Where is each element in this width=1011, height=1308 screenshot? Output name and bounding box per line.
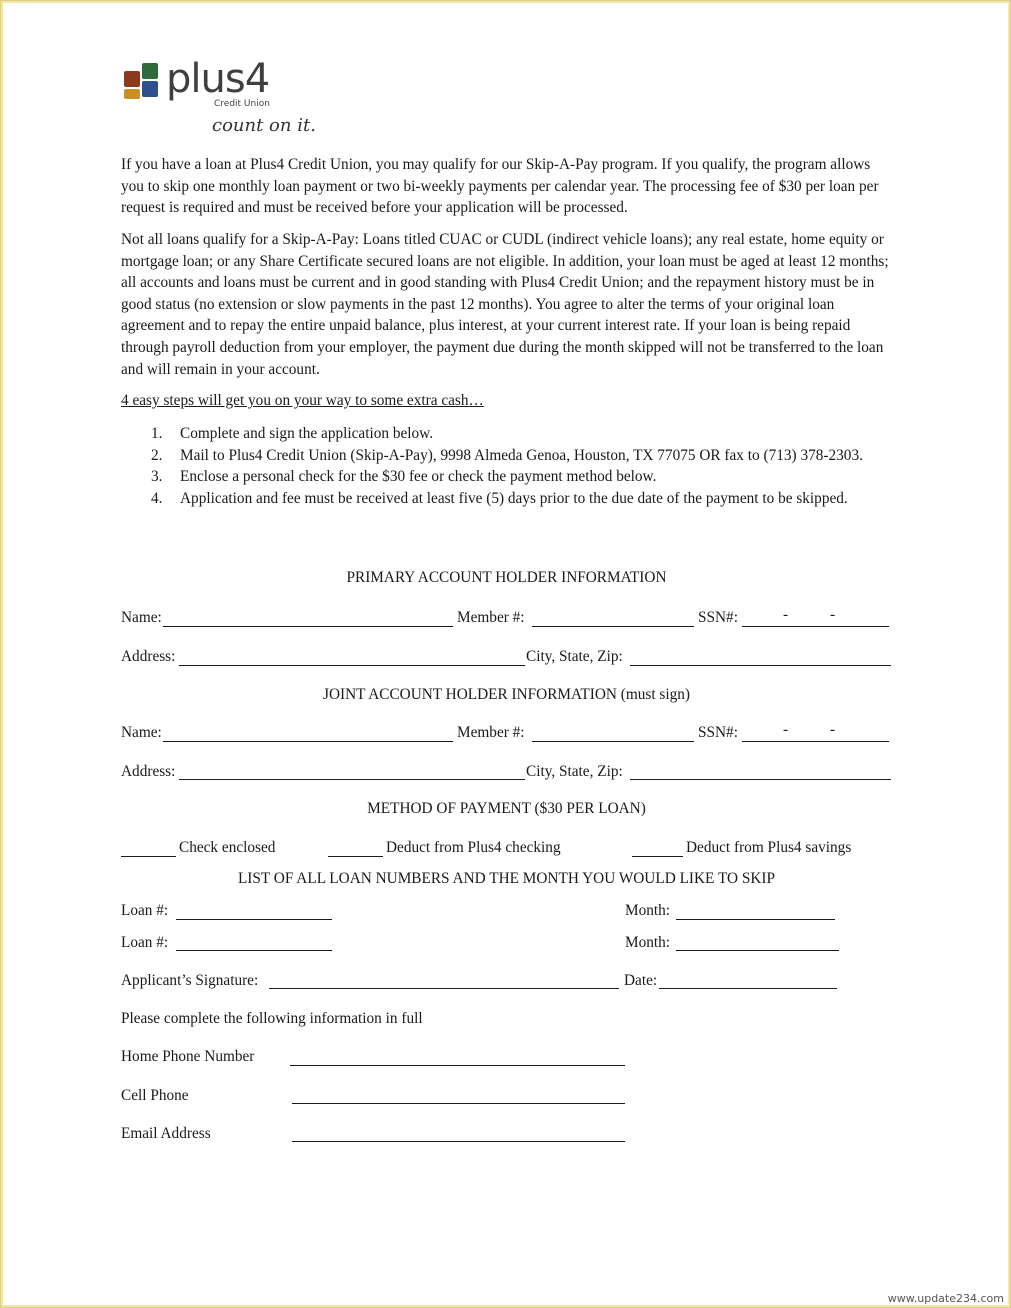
joint-ssn-label: SSN#: bbox=[698, 724, 738, 741]
cell-phone-label: Cell Phone bbox=[121, 1087, 189, 1104]
primary-name-field[interactable] bbox=[163, 626, 453, 627]
email-field[interactable] bbox=[292, 1141, 625, 1142]
joint-name-label: Name: bbox=[121, 724, 162, 741]
logo-subtitle: Credit Union bbox=[214, 99, 270, 109]
step-item: 3. Enclose a personal check for the $30 fee or check the payment method below. bbox=[151, 468, 657, 486]
primary-member-field[interactable] bbox=[532, 626, 694, 627]
signature-label: Applicant’s Signature: bbox=[121, 972, 259, 989]
primary-ssn-dash: - bbox=[830, 606, 836, 623]
intro-paragraph-1: If you have a loan at Plus4 Credit Union, you may qualify for our Skip-A-Pay program. If you qualify, the program allows you to skip one monthly loan payment or two bi-weekly payments per calendar year. The processing fee of $30 per loan per request is required and must be received before your application will be processed. bbox=[121, 156, 879, 217]
joint-section-title: JOINT ACCOUNT HOLDER INFORMATION (must sign) bbox=[323, 686, 690, 703]
steps-list bbox=[151, 423, 891, 509]
step-item: 1. Complete and sign the application below. bbox=[151, 425, 434, 442]
joint-address-label: Address: bbox=[121, 763, 176, 780]
primary-address-label: Address: bbox=[121, 648, 176, 665]
step-item: 4. Application and fee must be received at least five (5) days prior to the due date of the payment to be skipped. bbox=[151, 489, 848, 507]
primary-member-label: Member #: bbox=[457, 609, 525, 626]
deduct-savings-label: Deduct from Plus4 savings bbox=[686, 839, 852, 856]
logo-wordmark: plus4 bbox=[166, 56, 270, 102]
joint-ssn-dash: - bbox=[783, 721, 789, 738]
loans-section-title: LIST OF ALL LOAN NUMBERS AND THE MONTH YOU WOULD LIKE TO SKIP bbox=[237, 870, 776, 887]
primary-name-label: Name: bbox=[121, 609, 162, 626]
home-phone-field[interactable] bbox=[290, 1065, 625, 1066]
joint-ssn-dash: - bbox=[830, 721, 836, 738]
primary-address-field[interactable] bbox=[179, 665, 525, 666]
primary-ssn-label: SSN#: bbox=[698, 609, 738, 626]
cell-phone-field[interactable] bbox=[292, 1103, 625, 1104]
loan-number-label: Loan #: bbox=[121, 902, 169, 919]
deduct-savings-blank[interactable] bbox=[632, 856, 683, 857]
loan-month-label: Month: bbox=[625, 934, 671, 951]
check-enclosed-blank[interactable] bbox=[121, 856, 176, 857]
plus4-logo bbox=[124, 56, 324, 141]
home-phone-label: Home Phone Number bbox=[121, 1048, 255, 1065]
check-enclosed-label: Check enclosed bbox=[179, 839, 276, 856]
date-field[interactable] bbox=[659, 988, 837, 989]
step-item: 2. Mail to Plus4 Credit Union (Skip-A-Pay), 9998 Almeda Genoa, Houston, TX 77075 OR fax to (713) 378-2303. bbox=[151, 446, 863, 464]
site-watermark: www.update234.com bbox=[887, 1292, 1004, 1305]
email-label: Email Address bbox=[121, 1125, 211, 1142]
deduct-checking-label: Deduct from Plus4 checking bbox=[386, 839, 561, 856]
primary-csz-field[interactable] bbox=[630, 665, 891, 666]
joint-ssn-field[interactable] bbox=[742, 741, 889, 742]
joint-name-field[interactable] bbox=[163, 741, 453, 742]
primary-ssn-field[interactable] bbox=[742, 626, 889, 627]
contact-intro: Please complete the following information in full bbox=[121, 1010, 423, 1027]
payment-section-title: METHOD OF PAYMENT ($30 PER LOAN) bbox=[367, 800, 646, 817]
steps-heading: 4 easy steps will get you on your way to some extra cash… bbox=[121, 392, 484, 409]
loan-number-field-1[interactable] bbox=[176, 919, 332, 920]
logo-mark-icon bbox=[124, 63, 160, 99]
loan-month-label: Month: bbox=[625, 902, 671, 919]
intro-paragraph-2: Not all loans qualify for a Skip-A-Pay: Loans titled CUAC or CUDL (indirect vehicle loans); any real estate, home equity or mortgage loan; or any Share Certificate secured loans are not eligible. In addition, your loan must be aged at least 12 months; all accounts and loans must be current and in good standing with Plus4 Credit Union; and the repayment history must be in good status (no extension or slow payments in the past 12 months). You agree to alter the terms of your original loan agreement and to repay the entire unpaid balance, plus interest, at your current interest rate. If your loan is being repaid through payroll deduction from your employer, the payment due during the month skipped will not be transferred to the loan and will remain in your account. bbox=[121, 231, 889, 378]
date-label: Date: bbox=[624, 972, 658, 989]
primary-section-title: PRIMARY ACCOUNT HOLDER INFORMATION bbox=[346, 569, 667, 586]
primary-csz-label: City, State, Zip: bbox=[526, 648, 623, 665]
loan-month-field-1[interactable] bbox=[676, 919, 835, 920]
loan-number-label: Loan #: bbox=[121, 934, 169, 951]
joint-address-field[interactable] bbox=[179, 779, 525, 780]
joint-member-label: Member #: bbox=[457, 724, 525, 741]
joint-member-field[interactable] bbox=[532, 741, 694, 742]
loan-number-field-2[interactable] bbox=[176, 950, 332, 951]
joint-csz-field[interactable] bbox=[630, 779, 891, 780]
joint-csz-label: City, State, Zip: bbox=[526, 763, 623, 780]
signature-field[interactable] bbox=[269, 988, 619, 989]
loan-month-field-2[interactable] bbox=[676, 950, 839, 951]
logo-tagline: count on it. bbox=[212, 115, 316, 136]
deduct-checking-blank[interactable] bbox=[328, 856, 383, 857]
primary-ssn-dash: - bbox=[783, 606, 789, 623]
